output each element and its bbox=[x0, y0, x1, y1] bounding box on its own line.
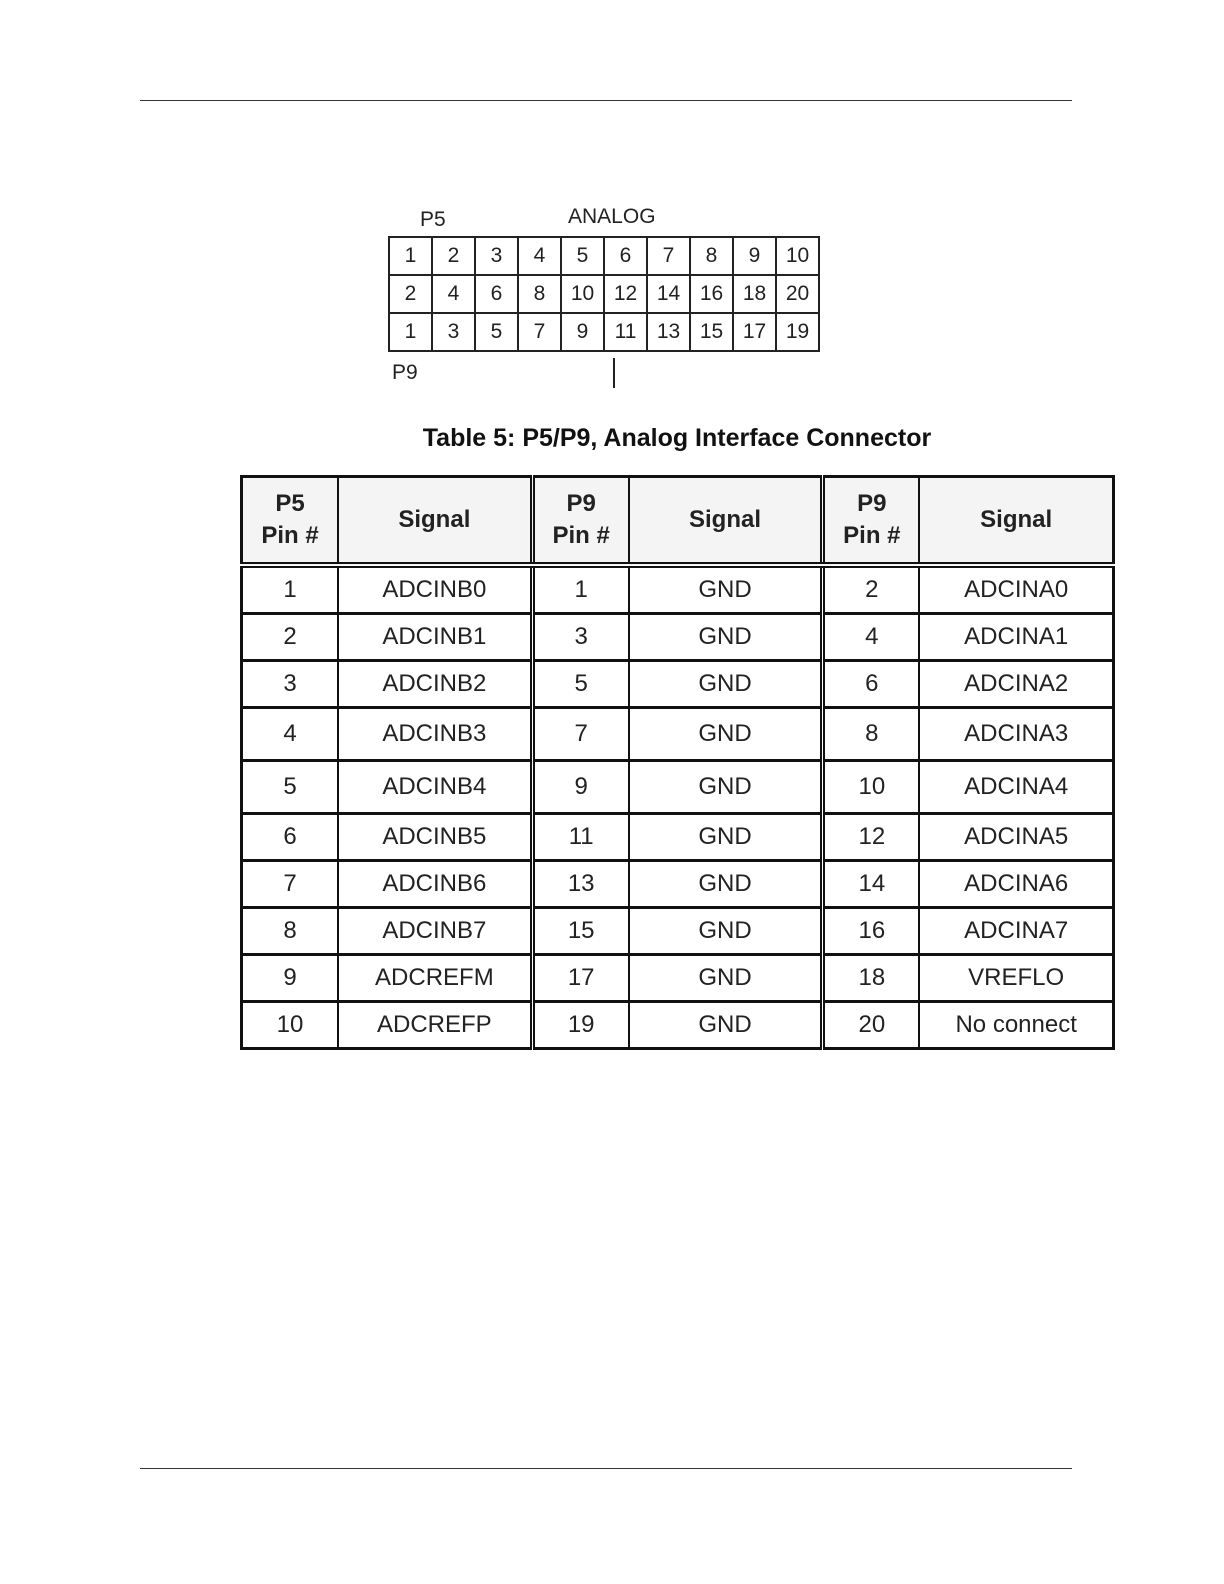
table-body bbox=[242, 565, 1114, 1049]
p9-signal-cell: GND bbox=[629, 761, 823, 814]
pin-cell: 10 bbox=[561, 275, 604, 313]
table-row bbox=[242, 661, 1114, 708]
p9-pin-cell: 15 bbox=[532, 908, 629, 955]
p5-signal-cell: ADCINB1 bbox=[338, 614, 532, 661]
p9-pin-cell: 13 bbox=[532, 861, 629, 908]
header-line: P9 bbox=[857, 490, 887, 517]
p9-signal-cell: ADCINA2 bbox=[919, 661, 1113, 708]
p9-pin-cell: 16 bbox=[823, 908, 920, 955]
table-row bbox=[242, 565, 1114, 614]
pin-cell: 2 bbox=[389, 275, 432, 313]
table-caption: Table 5: P5/P9, Analog Interface Connector bbox=[422, 424, 932, 452]
pin-grid-row bbox=[389, 275, 819, 313]
pin-cell: 14 bbox=[647, 275, 690, 313]
pin-cell: 17 bbox=[733, 313, 776, 351]
p9-pin-cell: 8 bbox=[823, 708, 920, 761]
pin-cell: 19 bbox=[776, 313, 819, 351]
pin-cell: 3 bbox=[475, 237, 518, 275]
p5-signal-cell: ADCINB0 bbox=[338, 565, 532, 614]
p9-pin-cell: 20 bbox=[823, 1002, 920, 1049]
p9-pin-cell: 10 bbox=[823, 761, 920, 814]
p5-pin-cell: 5 bbox=[242, 761, 339, 814]
header-line: Signal bbox=[689, 506, 762, 533]
header-line: P9 bbox=[566, 490, 596, 517]
p9-signal-cell: GND bbox=[629, 955, 823, 1002]
table-row bbox=[242, 1002, 1114, 1049]
pin-cell: 7 bbox=[647, 237, 690, 275]
p9-signal-cell: GND bbox=[629, 614, 823, 661]
p5-signal-cell: ADCINB6 bbox=[338, 861, 532, 908]
pin-cell: 1 bbox=[389, 313, 432, 351]
table-row bbox=[242, 908, 1114, 955]
p9-pin-cell: 9 bbox=[532, 761, 629, 814]
p5-pin-cell: 8 bbox=[242, 908, 339, 955]
table-row bbox=[242, 761, 1114, 814]
signal-header bbox=[338, 477, 532, 566]
p9-signal-cell: No connect bbox=[919, 1002, 1113, 1049]
connector-divider bbox=[613, 358, 615, 388]
p9-pin-cell: 5 bbox=[532, 661, 629, 708]
pin-cell: 16 bbox=[690, 275, 733, 313]
p9-signal-cell: GND bbox=[629, 814, 823, 861]
table-header-row bbox=[242, 477, 1114, 566]
table-row bbox=[242, 955, 1114, 1002]
p5-pin-cell: 6 bbox=[242, 814, 339, 861]
p9-signal-cell: GND bbox=[629, 861, 823, 908]
p9-signal-cell: GND bbox=[629, 708, 823, 761]
p9-pin-cell: 6 bbox=[823, 661, 920, 708]
p5-signal-cell: ADCREFP bbox=[338, 1002, 532, 1049]
p9-pin-cell: 19 bbox=[532, 1002, 629, 1049]
p5-signal-cell: ADCINB3 bbox=[338, 708, 532, 761]
pin-cell: 10 bbox=[776, 237, 819, 275]
p5-pin-cell: 3 bbox=[242, 661, 339, 708]
header-line: Pin # bbox=[261, 522, 319, 549]
pin-cell: 18 bbox=[733, 275, 776, 313]
pin-cell: 13 bbox=[647, 313, 690, 351]
pin-cell: 5 bbox=[561, 237, 604, 275]
p9-signal-cell: ADCINA4 bbox=[919, 761, 1113, 814]
p5-signal-cell: ADCINB2 bbox=[338, 661, 532, 708]
table-row bbox=[242, 708, 1114, 761]
p9-signal-cell: ADCINA7 bbox=[919, 908, 1113, 955]
p5-pin-cell: 2 bbox=[242, 614, 339, 661]
table-row bbox=[242, 861, 1114, 908]
p9-signal-cell: VREFLO bbox=[919, 955, 1113, 1002]
table-row bbox=[242, 614, 1114, 661]
pin-cell: 4 bbox=[432, 275, 475, 313]
pin-cell: 8 bbox=[518, 275, 561, 313]
pin-grid bbox=[388, 236, 820, 352]
header-line: Pin # bbox=[552, 522, 610, 549]
pin-cell: 6 bbox=[475, 275, 518, 313]
p9-pin-cell: 18 bbox=[823, 955, 920, 1002]
pin-cell: 3 bbox=[432, 313, 475, 351]
p9-signal-cell: GND bbox=[629, 661, 823, 708]
p9-signal-cell: GND bbox=[629, 908, 823, 955]
footer-rule bbox=[140, 1468, 1072, 1469]
p9-signal-cell: GND bbox=[629, 565, 823, 614]
p9-pin-header bbox=[532, 477, 629, 566]
pin-cell: 11 bbox=[604, 313, 647, 351]
p9-pin-cell: 17 bbox=[532, 955, 629, 1002]
pin-cell: 6 bbox=[604, 237, 647, 275]
p9-pin-cell: 7 bbox=[532, 708, 629, 761]
p5-signal-cell: ADCINB4 bbox=[338, 761, 532, 814]
signal-header bbox=[919, 477, 1113, 566]
pin-cell: 5 bbox=[475, 313, 518, 351]
p9-signal-cell: ADCINA3 bbox=[919, 708, 1113, 761]
p5-signal-cell: ADCREFM bbox=[338, 955, 532, 1002]
p9-pin-cell: 14 bbox=[823, 861, 920, 908]
p9-signal-cell: ADCINA0 bbox=[919, 565, 1113, 614]
p9-pin-cell: 4 bbox=[823, 614, 920, 661]
p9-pin-cell: 3 bbox=[532, 614, 629, 661]
pin-cell: 1 bbox=[389, 237, 432, 275]
pin-grid-row bbox=[389, 313, 819, 351]
pin-cell: 8 bbox=[690, 237, 733, 275]
p9-signal-cell: GND bbox=[629, 1002, 823, 1049]
p5-signal-cell: ADCINB5 bbox=[338, 814, 532, 861]
p5-pin-cell: 10 bbox=[242, 1002, 339, 1049]
p9-pin-header bbox=[823, 477, 920, 566]
pinout-table bbox=[240, 475, 1115, 1050]
p9-pin-cell: 11 bbox=[532, 814, 629, 861]
p9-pin-cell: 2 bbox=[823, 565, 920, 614]
connector-diagram bbox=[386, 202, 856, 392]
header-line: Pin # bbox=[843, 522, 901, 549]
table-row bbox=[242, 814, 1114, 861]
signal-header bbox=[629, 477, 823, 566]
connector-p5-label: P5 bbox=[420, 208, 446, 231]
header-line: P5 bbox=[275, 490, 305, 517]
pin-cell: 15 bbox=[690, 313, 733, 351]
p9-signal-cell: ADCINA6 bbox=[919, 861, 1113, 908]
header-line: Signal bbox=[398, 506, 471, 533]
p5-pin-cell: 4 bbox=[242, 708, 339, 761]
pin-cell: 12 bbox=[604, 275, 647, 313]
p9-pin-cell: 1 bbox=[532, 565, 629, 614]
pin-cell: 9 bbox=[561, 313, 604, 351]
p9-signal-cell: ADCINA5 bbox=[919, 814, 1113, 861]
pin-cell: 9 bbox=[733, 237, 776, 275]
pin-cell: 2 bbox=[432, 237, 475, 275]
p5-pin-header bbox=[242, 477, 339, 566]
header-line: Signal bbox=[980, 506, 1053, 533]
pin-cell: 20 bbox=[776, 275, 819, 313]
connector-title: ANALOG bbox=[568, 205, 656, 228]
pin-cell: 7 bbox=[518, 313, 561, 351]
p5-pin-cell: 9 bbox=[242, 955, 339, 1002]
header-rule bbox=[140, 100, 1072, 101]
pin-cell: 4 bbox=[518, 237, 561, 275]
p5-pin-cell: 7 bbox=[242, 861, 339, 908]
p5-pin-cell: 1 bbox=[242, 565, 339, 614]
p9-signal-cell: ADCINA1 bbox=[919, 614, 1113, 661]
p5-signal-cell: ADCINB7 bbox=[338, 908, 532, 955]
connector-p9-label: P9 bbox=[392, 361, 418, 384]
pin-grid-row bbox=[389, 237, 819, 275]
p9-pin-cell: 12 bbox=[823, 814, 920, 861]
